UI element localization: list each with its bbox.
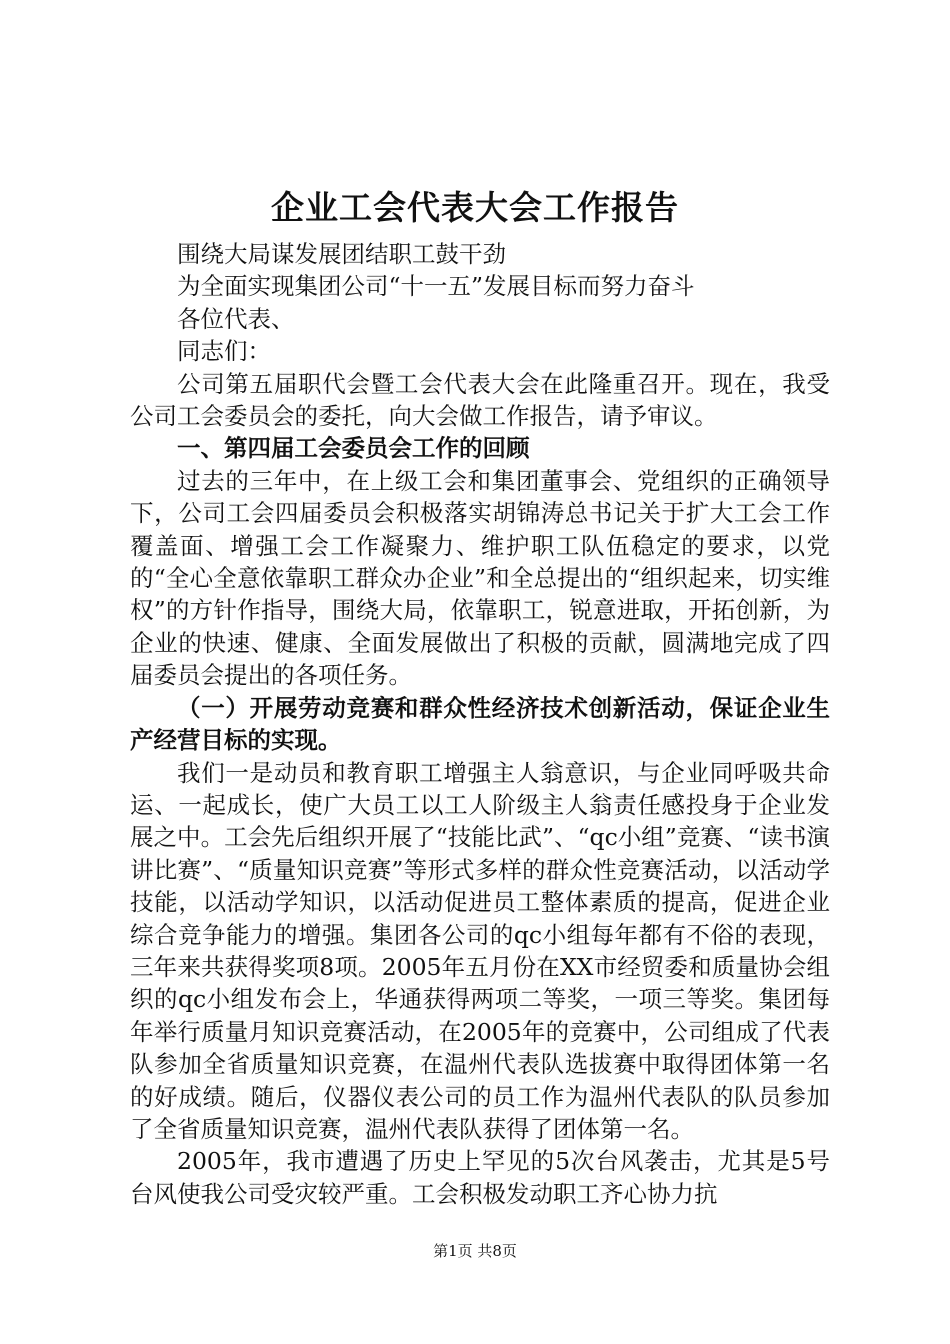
competition-paragraph: 我们一是动员和教育职工增强主人翁意识，与企业同呼吸共命运、一起成长，使广大员工以工人阶级主人翁责任感投身于企业发展之中。工会先后组织开展了“技能比武”、“qc小组”竞赛、“读书演讲比赛”、“质量知识竞赛”等形式多样的群众性竞赛活动，以活动学技能，以活动学知识，以活动促进员工整体素质的提高，促进企业综合竞争能力的增强。集团各公司的qc小组每年都有不俗的表现，三年来共获得奖项8项。2005年五月份在XX市经贸委和质量协会组织的qc小组发布会上，华通获得两项二等奖，一项三等奖。集团每年举行质量月知识竞赛活动，在2005年的竞赛中，公司组成了代表队参加全省质量知识竞赛，在温州代表队选拔赛中取得团体第一名的好成绩。随后，仪器仪表公司的员工作为温州代表队的队员参加了全省质量知识竞赛，温州代表队获得了团体第一名。	[130, 758, 830, 1143]
section-heading-1: 一、第四届工会委员会工作的回顾	[177, 434, 530, 463]
subsection-heading-1: （一）开展劳动竞赛和群众性经济技术创新活动，保证企业生产经营目标的实现。	[130, 693, 830, 755]
typhoon-paragraph: 2005年，我市遭遇了历史上罕见的5次台风袭击，尤其是5号台风使我公司受灾较严重。工会积极发动职工齐心协力抗	[130, 1147, 830, 1208]
document-body	[130, 238, 830, 1210]
subtitle-line-2: 为全面实现集团公司“十一五”发展目标而努力奋斗	[177, 272, 695, 301]
salutation-delegates: 各位代表、	[177, 304, 295, 333]
subtitle-line-1: 围绕大局谋发展团结职工鼓干劲	[177, 240, 506, 268]
page-number-footer: 第1页 共8页	[433, 1242, 517, 1260]
review-paragraph: 过去的三年中，在上级工会和集团董事会、党组织的正确领导下，公司工会四届委员会积极落实胡锦涛总书记关于扩大工会工作覆盖面、增强工会工作凝聚力、维护职工队伍稳定的要求，以党的“全心全意依靠职工群众办企业”和全总提出的“组织起来，切实维权”的方针作指导，围绕大局，依靠职工，锐意进取，开拓创新，为企业的快速、健康、全面发展做出了积极的贡献，圆满地完成了四届委员会提出的各项任务。	[130, 466, 830, 690]
salutation-comrades: 同志们：	[177, 337, 271, 366]
opening-paragraph: 公司第五届职代会暨工会代表大会在此隆重召开。现在，我受公司工会委员会的委托，向大会做工作报告，请予审议。	[130, 369, 830, 431]
document-title: 企业工会代表大会工作报告	[271, 188, 679, 227]
